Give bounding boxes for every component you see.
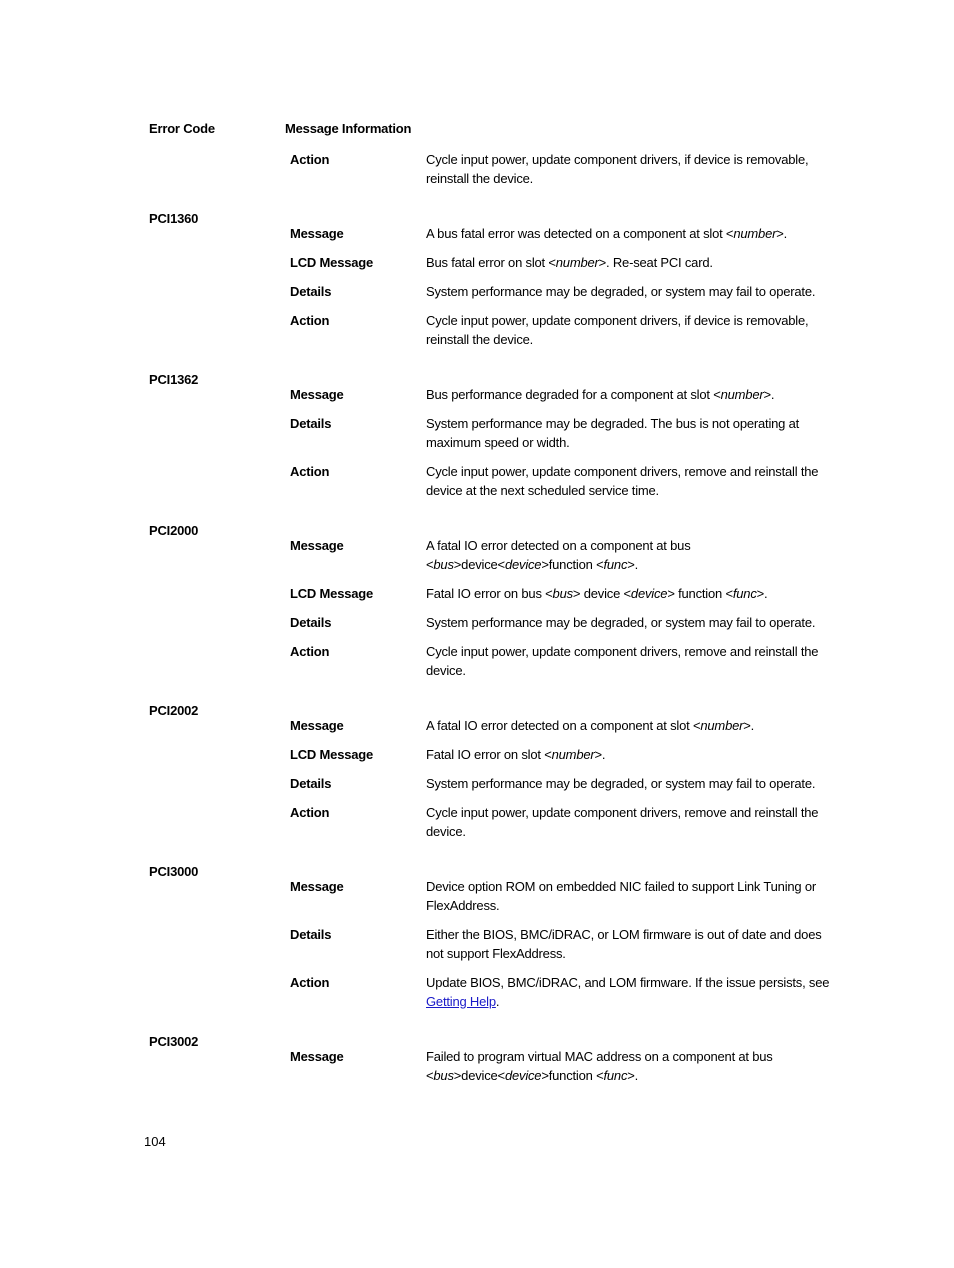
message-value <box>426 385 832 404</box>
text-segment: >. <box>627 1068 639 1083</box>
error-section <box>149 524 839 680</box>
error-section <box>149 1035 839 1085</box>
message-row <box>149 311 839 349</box>
error-code: PCI1362 <box>149 372 199 387</box>
placeholder-variable: number <box>700 718 744 733</box>
message-row <box>149 973 839 1011</box>
message-row <box>149 253 839 272</box>
placeholder-variable: device <box>504 557 542 572</box>
message-value <box>426 1047 832 1085</box>
placeholder-variable: func <box>732 586 757 601</box>
placeholder-variable: bus <box>552 586 573 601</box>
error-section <box>149 150 839 188</box>
message-label: Message <box>290 387 344 402</box>
text-segment: . <box>495 994 500 1009</box>
message-label: Message <box>290 538 344 553</box>
message-row <box>149 282 839 301</box>
message-value <box>426 282 832 301</box>
text-segment: Failed to program virtual MAC address on a component at bus < <box>426 1049 773 1083</box>
text-segment: Either the BIOS, BMC/iDRAC, or LOM firmware is out of date and does not support FlexAddress. <box>426 927 822 961</box>
error-section <box>149 373 839 500</box>
message-value <box>426 311 832 349</box>
error-section <box>149 704 839 841</box>
message-label: LCD Message <box>290 586 374 601</box>
message-label: Action <box>290 805 330 820</box>
text-segment: Fatal IO error on bus < <box>426 586 553 601</box>
message-row <box>149 774 839 793</box>
message-value <box>426 877 832 915</box>
message-label: Message <box>290 718 344 733</box>
text-segment: Cycle input power, update component drivers, if device is removable, reinstall the device. <box>426 313 809 347</box>
text-segment: A fatal IO error detected on a component at bus < <box>426 538 691 572</box>
placeholder-variable: device <box>504 1068 542 1083</box>
placeholder-variable: bus <box>433 1068 454 1083</box>
message-label: LCD Message <box>290 747 374 762</box>
placeholder-variable: number <box>555 255 599 270</box>
message-value <box>426 536 832 574</box>
text-segment: >. Re-seat PCI card. <box>598 255 713 270</box>
text-segment: System performance may be degraded. The bus is not operating at maximum speed or width. <box>426 416 800 450</box>
message-label: Details <box>290 927 332 942</box>
error-code: PCI2002 <box>149 703 199 718</box>
message-label: Details <box>290 776 332 791</box>
text-segment: A fatal IO error detected on a component at slot < <box>426 718 701 733</box>
message-row <box>149 536 839 574</box>
placeholder-variable: func <box>603 1068 628 1083</box>
page-number: 104 <box>144 1134 166 1149</box>
message-row <box>149 150 839 188</box>
message-row <box>149 803 839 841</box>
error-code-table <box>149 150 839 1109</box>
message-label: LCD Message <box>290 255 374 270</box>
message-value <box>426 414 832 452</box>
header-message-information: Message Information <box>285 121 412 136</box>
placeholder-variable: number <box>720 387 764 402</box>
text-segment: >device< <box>453 1068 505 1083</box>
message-row <box>149 414 839 452</box>
message-row <box>149 716 839 735</box>
error-code: PCI3002 <box>149 1034 199 1049</box>
text-segment: >. <box>743 718 755 733</box>
text-segment: > device < <box>572 586 631 601</box>
placeholder-variable: func <box>603 557 628 572</box>
message-label: Action <box>290 152 330 167</box>
header-error-code: Error Code <box>149 121 215 136</box>
text-segment: Cycle input power, update component drivers, remove and reinstall the device. <box>426 805 819 839</box>
text-segment: System performance may be degraded, or system may fail to operate. <box>426 776 816 791</box>
text-segment: >. <box>627 557 639 572</box>
message-value <box>426 973 832 1011</box>
message-row <box>149 462 839 500</box>
message-value <box>426 803 832 841</box>
message-value <box>426 462 832 500</box>
message-label: Message <box>290 226 344 241</box>
error-section <box>149 865 839 1011</box>
error-code: PCI3000 <box>149 864 199 879</box>
message-label: Message <box>290 1049 344 1064</box>
text-segment: Cycle input power, update component drivers, remove and reinstall the device at the next scheduled service time. <box>426 464 819 498</box>
message-value <box>426 150 832 188</box>
message-value <box>426 584 832 603</box>
getting-help-link[interactable]: Getting Help <box>426 994 496 1009</box>
message-value <box>426 253 832 272</box>
message-row <box>149 925 839 963</box>
message-label: Details <box>290 416 332 431</box>
text-segment: System performance may be degraded, or system may fail to operate. <box>426 615 816 630</box>
message-value <box>426 642 832 680</box>
message-value <box>426 613 832 632</box>
placeholder-variable: device <box>630 586 668 601</box>
message-value <box>426 925 832 963</box>
text-segment: >function < <box>541 557 604 572</box>
message-row <box>149 584 839 603</box>
message-label: Message <box>290 879 344 894</box>
message-label: Action <box>290 975 330 990</box>
text-segment: >function < <box>541 1068 604 1083</box>
text-segment: >device< <box>453 557 505 572</box>
message-value <box>426 224 832 243</box>
text-segment: Bus performance degraded for a component at slot < <box>426 387 721 402</box>
error-section <box>149 212 839 349</box>
placeholder-variable: number <box>551 747 595 762</box>
message-row <box>149 224 839 243</box>
text-segment: >. <box>763 387 775 402</box>
text-segment: > function < <box>667 586 733 601</box>
text-segment: Bus fatal error on slot < <box>426 255 556 270</box>
message-label: Action <box>290 464 330 479</box>
message-row <box>149 877 839 915</box>
text-segment: Device option ROM on embedded NIC failed to support Link Tuning or FlexAddress. <box>426 879 817 913</box>
text-segment: >. <box>594 747 606 762</box>
placeholder-variable: number <box>733 226 777 241</box>
message-value <box>426 745 832 764</box>
text-segment: Cycle input power, update component drivers, if device is removable, reinstall the device. <box>426 152 809 186</box>
error-code: PCI1360 <box>149 211 199 226</box>
message-label: Details <box>290 615 332 630</box>
message-row <box>149 745 839 764</box>
message-row <box>149 613 839 632</box>
text-segment: >. <box>776 226 788 241</box>
message-row <box>149 385 839 404</box>
message-row <box>149 642 839 680</box>
message-row <box>149 1047 839 1085</box>
message-value <box>426 716 832 735</box>
text-segment: Cycle input power, update component drivers, remove and reinstall the device. <box>426 644 819 678</box>
text-segment: Fatal IO error on slot < <box>426 747 552 762</box>
message-label: Details <box>290 284 332 299</box>
message-label: Action <box>290 313 330 328</box>
text-segment: System performance may be degraded, or system may fail to operate. <box>426 284 816 299</box>
placeholder-variable: bus <box>433 557 454 572</box>
text-segment: Update BIOS, BMC/iDRAC, and LOM firmware. If the issue persists, see <box>426 975 830 990</box>
text-segment: A bus fatal error was detected on a component at slot < <box>426 226 734 241</box>
text-segment: >. <box>756 586 768 601</box>
message-label: Action <box>290 644 330 659</box>
message-value <box>426 774 832 793</box>
error-code: PCI2000 <box>149 523 199 538</box>
